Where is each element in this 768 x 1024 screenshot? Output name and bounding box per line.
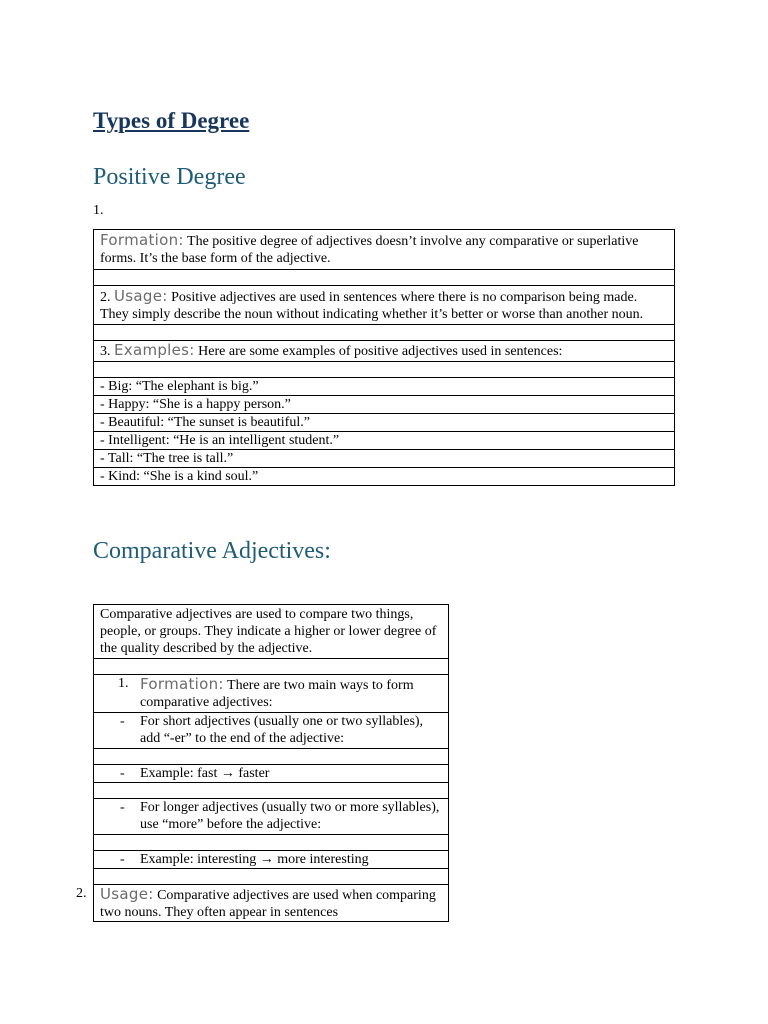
formation-label: Formation:	[100, 231, 184, 249]
table-row	[94, 270, 675, 286]
table-row	[94, 450, 675, 468]
comparative-formation-cell	[94, 675, 449, 713]
empty-cell	[94, 749, 449, 765]
empty-cell	[94, 869, 449, 885]
formation-text: The positive degree of adjectives doesn’t involve any comparative or superlative forms. It’s the base form of the adjective.	[100, 234, 639, 266]
positive-examples-cell	[94, 341, 675, 362]
table-row	[94, 885, 449, 922]
examples-text: Here are some examples of positive adjectives used in sentences:	[194, 344, 563, 359]
formation-text: There are two main ways to form comparative adjectives:	[140, 678, 414, 710]
table-row	[94, 783, 449, 799]
example-happy: - Happy: “She is a happy person.”	[94, 396, 675, 414]
empty-cell	[94, 270, 675, 286]
long-example-text: Example: interesting → more interesting	[140, 852, 369, 867]
dash-marker: -	[120, 852, 125, 867]
usage-text: Positive adjectives are used in sentences where there is no comparison being made. They simply describe the noun without indicating whether it’s better or worse than another noun.	[100, 290, 644, 322]
table-row	[94, 713, 449, 749]
empty-cell	[94, 835, 449, 851]
examples-number: 3.	[100, 344, 111, 359]
dash-marker: -	[120, 714, 125, 729]
positive-formation-cell	[94, 230, 675, 270]
table-row	[94, 659, 449, 675]
table-row	[94, 341, 675, 362]
usage-label: Usage:	[114, 287, 168, 305]
comparative-usage-cell	[94, 885, 449, 922]
document-title: Types of Degree	[93, 108, 250, 133]
table-row	[94, 869, 449, 885]
dash-marker: -	[120, 766, 125, 781]
comparative-usage-marker: 2.	[76, 886, 87, 901]
empty-cell	[94, 362, 675, 378]
short-adjective-rule-cell	[94, 713, 449, 749]
comparative-adjectives-heading: Comparative Adjectives:	[93, 538, 331, 564]
positive-list-marker: 1.	[93, 203, 104, 218]
positive-degree-heading: Positive Degree	[93, 164, 246, 190]
example-beautiful: - Beautiful: “The sunset is beautiful.”	[94, 414, 675, 432]
table-row	[94, 414, 675, 432]
example-big: - Big: “The elephant is big.”	[94, 378, 675, 396]
table-row	[94, 325, 675, 341]
positive-usage-cell	[94, 286, 675, 325]
long-example-cell	[94, 851, 449, 869]
table-row	[94, 230, 675, 270]
table-row	[94, 605, 449, 659]
table-row	[94, 378, 675, 396]
usage-label: Usage:	[100, 885, 154, 903]
example-kind: - Kind: “She is a kind soul.”	[94, 468, 675, 486]
short-rule-text: For short adjectives (usually one or two syllables), add “-er” to the end of the adjective:	[140, 714, 424, 746]
comparative-intro-cell: Comparative adjectives are used to compare two things, people, or groups. They indicate a higher or lower degree of the quality described by the adjective.	[94, 605, 449, 659]
short-example-cell	[94, 765, 449, 783]
usage-text: Comparative adjectives are used when comparing two nouns. They often appear in sentences	[100, 888, 436, 920]
formation-number: 1.	[118, 676, 129, 691]
example-intelligent: - Intelligent: “He is an intelligent student.”	[94, 432, 675, 450]
formation-label: Formation:	[140, 675, 224, 693]
usage-number: 2.	[100, 290, 111, 305]
empty-cell	[94, 659, 449, 675]
table-row	[94, 675, 449, 713]
long-adjective-rule-cell	[94, 799, 449, 835]
table-row	[94, 799, 449, 835]
table-row	[94, 765, 449, 783]
empty-cell	[94, 783, 449, 799]
table-row	[94, 396, 675, 414]
examples-label: Examples:	[114, 341, 195, 359]
long-rule-text: For longer adjectives (usually two or more syllables), use “more” before the adjective:	[140, 800, 440, 832]
empty-cell	[94, 325, 675, 341]
dash-marker: -	[120, 800, 125, 815]
table-row	[94, 468, 675, 486]
table-row	[94, 851, 449, 869]
comparative-adjectives-table	[93, 604, 449, 922]
table-row	[94, 749, 449, 765]
table-row	[94, 835, 449, 851]
example-tall: - Tall: “The tree is tall.”	[94, 450, 675, 468]
table-row	[94, 286, 675, 325]
table-row	[94, 432, 675, 450]
table-row	[94, 362, 675, 378]
short-example-text: Example: fast → faster	[140, 766, 270, 781]
positive-degree-table	[93, 229, 675, 486]
